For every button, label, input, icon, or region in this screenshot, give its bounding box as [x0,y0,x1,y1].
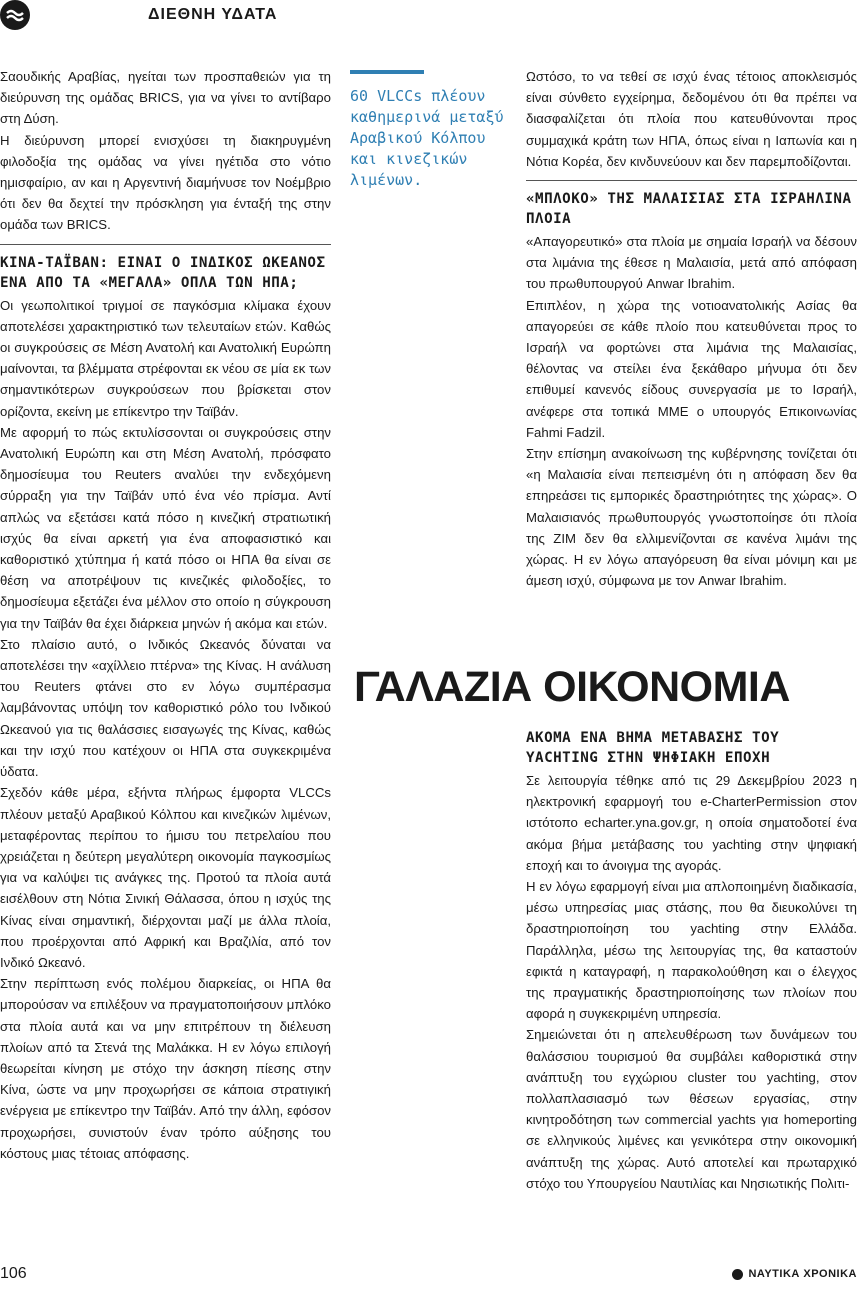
footer-brand [732,1268,857,1280]
article-heading-yachting: ΑΚΟΜΑ ΕΝΑ ΒΗΜΑ ΜΕΤΑΒΑΣΗΣ ΤΟΥ YACHTING ΣΤΗΝ ΨΗΦΙΑΚΗ ΕΠΟΧΗ [526,730,780,766]
paragraph: Στην περίπτωση ενός πολέμου διαρκείας, οι ΗΠΑ θα μπορούσαν να επιλέξουν να πραγματοποιήσουν μπλόκο στα πλοία αυτά και να μην επιτρέπουν τη διέλευση πλοίων από τα Στενά της Μαλάκκα. Η εν λόγω επιλογή θεωρείται κίνηση με στόχο την άσκηση πίεσης στην Κίνα, ώστε να μην προχωρήσει σε κάποια στρατιγική ενέργεια με επίκεντρο την Ταϊβάν. Από την άλλη, εφόσον προχωρήσει, συνιστούν έναν τρόπο αύξησης του κόστους μιας τέτοιας απόφασης. [0,976,331,1161]
page-number: 106 [0,1265,27,1282]
brand-circle-icon [732,1269,743,1280]
accent-bar [350,70,424,74]
wave-circle-icon [0,0,30,30]
paragraph: Η εν λόγω εφαρμογή είναι μια απλοποιημένη διαδικασία, μέσω υπηρεσίας μιας στάσης, που θα διευκολύνει τη δραστηριοποίηση του yachting στην Ελλάδα. Παράλληλα, μέσω της λειτουργίας της, θα καταστούν εφικτά η καταγραφή, η παρακολούθηση και ο έλεγχος της πραγματικής δραστηριοποίησης των πλοίων που αφορά η συγκεκριμένη υπηρεσία. [526,879,857,1022]
paragraph: Με αφορμή το πώς εκτυλίσσονται οι συγκρούσεις στην Ανατολική Ευρώπη και στη Μέση Ανατολή, πρόσφατο δημοσίευμα του Reuters αναλύει την ενδεχόμενη σύρραξη για την Ταϊβάν υπό ένα νέο πρίσμα. Αντί απλώς να εξετάσει κατά πόσο η κινεζική στρατιωτική ισχύς θα είναι αρκετή για ένα αποφασιστικό και καθοριστικό χτύπημα ή κατά πόσο οι ΗΠΑ θα είναι σε θέση να αποτρέψουν τις κινεζικές φιλοδοξίες, το δημοσίευμα εξετάζει ένα μέλλον στο οποίο η σύγκρουση για την Ταϊβάν θα έχει διάρκεια μηνών ή ακόμα και ετών. [0,424,331,631]
intro-paragraph-1: Σαουδικής Αραβίας, ηγείται των προσπαθειών για τη διεύρυνση της ομάδας BRICS, για να γίνει το αντίβαρο στη Δύση. [0,69,331,127]
paragraph: Σχεδόν κάθε μέρα, εξήντα πλήρως έμφορτα VLCCs πλέουν μεταξύ Αραβικού Κόλπου και κινεζικών λιμένων, μεταφέροντας περίπου το ήμισυ του πετρελαίου που χρειάζεται η δεύτερη μεγαλύτερη οικονομία παγκοσμίως για να καλύψει τις ανάγκες της. Προτού τα πλοία αυτά εισέλθουν στη Νότια Σινική Θάλασσα, όπου η ισχύς της Κίνας είναι σημαντική, διέρχονται μαζί με άλλα πλοία, που προέρχονται από Αφρική και Βραζιλία, από τον Ινδικό Ωκεανό. [0,785,331,970]
paragraph: «Απαγορευτικό» στα πλοία με σημαία Ισραήλ να δέσουν στα λιμάνια της έθεσε η Μαλαισία, μετά από απόφαση του πρωθυπουργού Anwar Ibrahim. [526,234,857,292]
article-heading-malaysia: «ΜΠΛΟΚΟ» ΤΗΣ ΜΑΛΑΙΣΙΑΣ ΣΤΑ ΙΣΡΑΗΛΙΝΑ ΠΛΟΙΑ [526,191,852,228]
left-column [0,66,331,1164]
paragraph: Οι γεωπολιτικοί τριγμοί σε παγκόσμια κλίμακα έχουν αποτελέσει χαρακτηριστικό των τελευταίων ετών. Καθώς οι συγκρούσεις σε Μέση Ανατολή και Ανατολική Ευρώπη μαίνονται, τα βλέμματα στρέφονται εκ νέου σε μία εκ των σημαντικότερων συγκρούσεων που βρίσκεται στον ορίζοντα, εκείνη με επίκεντρο την Ταϊβάν. [0,297,331,419]
paragraph: Σε λειτουργία τέθηκε από τις 29 Δεκεμβρίου 2023 η ηλεκτρονική εφαρμογή του e-CharterPermission στον ιστότοπο echarter.yna.gov.gr, η οποία σηματοδοτεί ένα ακόμα βήμα μετάβασης του yachting στην ψηφιακή εποχή και το άνοιγμα της αγοράς. [526,773,857,873]
article-heading-china-taiwan: ΚΙΝΑ-ΤΑΪΒΑΝ: ΕΙΝΑΙ Ο ΙΝΔΙΚΟΣ ΩΚΕΑΝΟΣ ΕΝΑ ΑΠΟ ΤΑ «ΜΕΓΑΛΑ» ΟΠΛΑ ΤΩΝ ΗΠΑ; [0,254,326,291]
pull-quote-block [350,70,510,191]
right-column [526,66,857,591]
section-title: ΔΙΕΘΝΗ ΥΔΑΤΑ [148,6,278,23]
paragraph: Στο πλαίσιο αυτό, ο Ινδικός Ωκεανός δύναται να αποτελέσει την «αχίλλειο πτέρνα» της Κίνας. Η ανάλυση του Reuters φτάνει στο εν λόγω συμπέρασμα λαμβάνοντας υπόψη τον καθοριστικό ρόλο του Ινδικού Ωκεανού για τις θαλάσσιες εισαγωγές της Κίνας, καθώς και την ισχύ που κατέχουν οι ΗΠΑ στα συγκεκριμένα ύδατα. [0,636,331,780]
yachting-article [526,728,857,1194]
galazia-oikonomia-title: ΓΑΛΑΖΙΑ ΟΙΚΟΝΟΜΙΑ [354,663,790,711]
paragraph: Σημειώνεται ότι η απελευθέρωση των δυνάμεων του θαλάσσιου τουρισμού θα συμβάλει καθοριστικά στην ανάπτυξη του εγχώριου cluster του yachting, στον πολλαπλασιασμό των θέσεων εργασίας, στην κινητροδότηση των commercial yachts για homeporting σε ελληνικούς λιμένες και γενικότερα στην οικονομική ανάπτυξη της χώρας. Αυτό αποτελεί και πρωταρχικό στόχο του Υπουργείου Ναυτιλίας και Νησιωτικής Πολιτι- [526,1027,857,1191]
paragraph: Στην επίσημη ανακοίνωση της κυβέρνησης τονίζεται ότι «η Μαλαισία είναι πεπεισμένη ότι η απόφαση δεν θα επηρεάσει τις εμπορικές δραστηριότητες της χώρας». Ο Μαλαισιανός πρωθυπουργός γνωστοποίησε ότι πλοία της ZIM δεν θα ελλιμενίζονται σε κανένα λιμάνι της χώρας. Η εν λόγω απαγόρευση θα είναι μόνιμη και με άμεση ισχύ, σύμφωνα με τον Anwar Ibrahim. [526,446,857,589]
paragraph: Επιπλέον, η χώρα της νοτιοανατολικής Ασίας θα απαγορεύει σε κάθε πλοίο που κατευθύνεται προς το Ισραήλ να φορτώνει στα λιμάνια της Μαλαισίας, θέλοντας να στείλει ένα ξεκάθαρο μήνυμα ότι δεν επιθυμεί κανενός είδους συνεργασία με το Ισραήλ, ανέφερε στα τοπικά ΜΜΕ ο υπουργός Επικοινωνίας Fahmi Fadzil. [526,297,857,440]
intro-paragraph-2: Η διεύρυνση μπορεί ενισχύσει τη διακηρυγμένη φιλοδοξία της ομάδας να γίνει ηγέτιδα στο νότιο ημισφαίριο, αν και η Αργεντινή διαμήνυσε τον Νοέμβριο ότι δεν θα δεχτεί την πρόσκληση για ένταξή της στην ομάδα των BRICS. [0,132,331,233]
pull-quote: 60 VLCCs πλέουν καθημερινά μεταξύ Αραβικού Κόλπου και κινεζικών λιμένων. [350,87,504,189]
divider [0,244,331,245]
divider [526,180,857,181]
brand-name: ΝΑΥΤΙΚΑ ΧΡΟΝΙΚΑ [748,1268,857,1280]
intro-paragraph: Ωστόσο, το να τεθεί σε ισχύ ένας τέτοιος αποκλεισμός είναι σύνθετο εγχείρημα, δεδομένου ότι θα πρέπει να διασφαλίζεται ότι πλοία που κατευθύνονται προς συμμαχικά κράτη των ΗΠΑ, όπως είναι η Ιαπωνία και η Νότια Κορέα, δεν κινδυνεύουν και δεν παρεμποδίζονται. [526,69,857,169]
